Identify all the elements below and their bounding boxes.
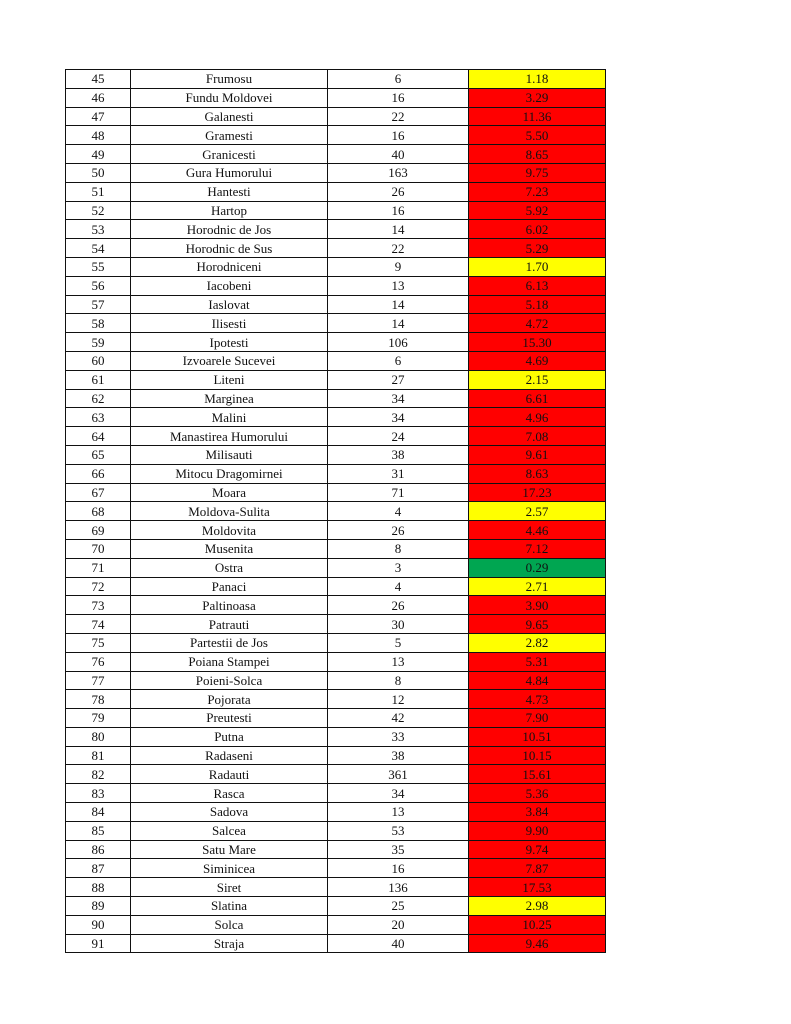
- row-number-cell: 74: [66, 615, 131, 634]
- incidence-rate-cell: 7.08: [469, 427, 606, 446]
- locality-name-cell: Moara: [131, 483, 328, 502]
- row-number-cell: 68: [66, 502, 131, 521]
- locality-name-cell: Ipotesti: [131, 333, 328, 352]
- locality-name-cell: Malini: [131, 408, 328, 427]
- row-number-cell: 84: [66, 803, 131, 822]
- row-number-cell: 86: [66, 840, 131, 859]
- incidence-rate-cell: 2.57: [469, 502, 606, 521]
- table-row: [66, 502, 606, 521]
- incidence-rate-cell: 7.23: [469, 182, 606, 201]
- table-row: [66, 370, 606, 389]
- incidence-rate-cell: 2.15: [469, 370, 606, 389]
- table-row: [66, 633, 606, 652]
- cases-count-cell: 24: [328, 427, 469, 446]
- table-row: [66, 539, 606, 558]
- locality-name-cell: Iacobeni: [131, 276, 328, 295]
- row-number-cell: 83: [66, 784, 131, 803]
- row-number-cell: 58: [66, 314, 131, 333]
- cases-count-cell: 4: [328, 502, 469, 521]
- incidence-rate-cell: 4.46: [469, 521, 606, 540]
- locality-name-cell: Liteni: [131, 370, 328, 389]
- incidence-rate-cell: 6.61: [469, 389, 606, 408]
- cases-count-cell: 42: [328, 709, 469, 728]
- locality-name-cell: Rasca: [131, 784, 328, 803]
- cases-count-cell: 33: [328, 727, 469, 746]
- incidence-rate-cell: 9.61: [469, 445, 606, 464]
- row-number-cell: 55: [66, 257, 131, 276]
- table-row: [66, 408, 606, 427]
- cases-count-cell: 5: [328, 633, 469, 652]
- locality-name-cell: Hartop: [131, 201, 328, 220]
- cases-count-cell: 34: [328, 408, 469, 427]
- locality-name-cell: Milisauti: [131, 445, 328, 464]
- locality-name-cell: Marginea: [131, 389, 328, 408]
- table-row: [66, 239, 606, 258]
- incidence-rate-cell: 6.02: [469, 220, 606, 239]
- locality-name-cell: Solca: [131, 915, 328, 934]
- row-number-cell: 61: [66, 370, 131, 389]
- cases-count-cell: 31: [328, 464, 469, 483]
- cases-count-cell: 9: [328, 257, 469, 276]
- table-row: [66, 464, 606, 483]
- table-row: [66, 70, 606, 89]
- cases-count-cell: 6: [328, 70, 469, 89]
- incidence-rate-cell: 3.29: [469, 88, 606, 107]
- incidence-rate-cell: 2.82: [469, 633, 606, 652]
- table-row: [66, 521, 606, 540]
- incidence-rate-cell: 4.72: [469, 314, 606, 333]
- table-row: [66, 934, 606, 953]
- incidence-rate-cell: 4.69: [469, 351, 606, 370]
- row-number-cell: 91: [66, 934, 131, 953]
- locality-name-cell: Horodniceni: [131, 257, 328, 276]
- incidence-rate-cell: 4.73: [469, 690, 606, 709]
- cases-count-cell: 38: [328, 746, 469, 765]
- locality-name-cell: Satu Mare: [131, 840, 328, 859]
- cases-count-cell: 8: [328, 539, 469, 558]
- locality-name-cell: Manastirea Humorului: [131, 427, 328, 446]
- row-number-cell: 47: [66, 107, 131, 126]
- row-number-cell: 59: [66, 333, 131, 352]
- incidence-rate-cell: 11.36: [469, 107, 606, 126]
- cases-count-cell: 22: [328, 239, 469, 258]
- table-row: [66, 803, 606, 822]
- cases-count-cell: 30: [328, 615, 469, 634]
- row-number-cell: 88: [66, 878, 131, 897]
- cases-count-cell: 3: [328, 558, 469, 577]
- row-number-cell: 63: [66, 408, 131, 427]
- table-row: [66, 351, 606, 370]
- table-row: [66, 182, 606, 201]
- incidence-rate-cell: 9.75: [469, 163, 606, 182]
- locality-name-cell: Gramesti: [131, 126, 328, 145]
- incidence-rate-cell: 17.23: [469, 483, 606, 502]
- row-number-cell: 50: [66, 163, 131, 182]
- cases-count-cell: 38: [328, 445, 469, 464]
- locality-name-cell: Moldova-Sulita: [131, 502, 328, 521]
- cases-count-cell: 16: [328, 126, 469, 145]
- incidence-rate-cell: 8.63: [469, 464, 606, 483]
- row-number-cell: 53: [66, 220, 131, 239]
- table-row: [66, 201, 606, 220]
- locality-name-cell: Straja: [131, 934, 328, 953]
- incidence-rate-cell: 10.25: [469, 915, 606, 934]
- table-row: [66, 577, 606, 596]
- table-body: [66, 70, 606, 953]
- cases-count-cell: 361: [328, 765, 469, 784]
- table-row: [66, 220, 606, 239]
- incidence-rate-cell: 10.51: [469, 727, 606, 746]
- table-row: [66, 295, 606, 314]
- cases-count-cell: 16: [328, 201, 469, 220]
- locality-name-cell: Panaci: [131, 577, 328, 596]
- cases-count-cell: 16: [328, 859, 469, 878]
- incidence-rate-cell: 5.36: [469, 784, 606, 803]
- locality-name-cell: Hantesti: [131, 182, 328, 201]
- row-number-cell: 52: [66, 201, 131, 220]
- incidence-rate-cell: 5.31: [469, 652, 606, 671]
- locality-name-cell: Horodnic de Jos: [131, 220, 328, 239]
- cases-count-cell: 40: [328, 934, 469, 953]
- cases-count-cell: 26: [328, 182, 469, 201]
- row-number-cell: 81: [66, 746, 131, 765]
- cases-count-cell: 13: [328, 276, 469, 295]
- row-number-cell: 64: [66, 427, 131, 446]
- table-row: [66, 427, 606, 446]
- cases-count-cell: 34: [328, 784, 469, 803]
- row-number-cell: 56: [66, 276, 131, 295]
- row-number-cell: 73: [66, 596, 131, 615]
- incidence-rate-cell: 8.65: [469, 145, 606, 164]
- row-number-cell: 76: [66, 652, 131, 671]
- incidence-rate-cell: 4.96: [469, 408, 606, 427]
- cases-count-cell: 34: [328, 389, 469, 408]
- row-number-cell: 70: [66, 539, 131, 558]
- cases-count-cell: 4: [328, 577, 469, 596]
- cases-count-cell: 14: [328, 220, 469, 239]
- table-row: [66, 784, 606, 803]
- table-row: [66, 746, 606, 765]
- table-row: [66, 163, 606, 182]
- table-row: [66, 765, 606, 784]
- row-number-cell: 85: [66, 821, 131, 840]
- table-row: [66, 690, 606, 709]
- incidence-rate-cell: 15.61: [469, 765, 606, 784]
- row-number-cell: 89: [66, 897, 131, 916]
- cases-count-cell: 40: [328, 145, 469, 164]
- table-row: [66, 88, 606, 107]
- locality-name-cell: Radaseni: [131, 746, 328, 765]
- cases-count-cell: 136: [328, 878, 469, 897]
- incidence-rate-cell: 9.74: [469, 840, 606, 859]
- incidence-rate-cell: 5.50: [469, 126, 606, 145]
- locality-name-cell: Horodnic de Sus: [131, 239, 328, 258]
- cases-count-cell: 13: [328, 803, 469, 822]
- locality-name-cell: Salcea: [131, 821, 328, 840]
- table-row: [66, 558, 606, 577]
- locality-name-cell: Moldovita: [131, 521, 328, 540]
- table-row: [66, 915, 606, 934]
- row-number-cell: 75: [66, 633, 131, 652]
- row-number-cell: 45: [66, 70, 131, 89]
- locality-name-cell: Sadova: [131, 803, 328, 822]
- row-number-cell: 79: [66, 709, 131, 728]
- locality-name-cell: Poiana Stampei: [131, 652, 328, 671]
- incidence-rate-cell: 9.65: [469, 615, 606, 634]
- cases-count-cell: 26: [328, 596, 469, 615]
- table-row: [66, 596, 606, 615]
- table-row: [66, 671, 606, 690]
- incidence-rate-cell: 9.46: [469, 934, 606, 953]
- incidence-rate-cell: 5.29: [469, 239, 606, 258]
- table-row: [66, 840, 606, 859]
- incidence-rate-cell: 2.71: [469, 577, 606, 596]
- table-row: [66, 652, 606, 671]
- row-number-cell: 71: [66, 558, 131, 577]
- cases-count-cell: 13: [328, 652, 469, 671]
- row-number-cell: 82: [66, 765, 131, 784]
- cases-count-cell: 14: [328, 314, 469, 333]
- locality-name-cell: Siminicea: [131, 859, 328, 878]
- table-row: [66, 878, 606, 897]
- locality-name-cell: Radauti: [131, 765, 328, 784]
- incidence-rate-cell: 2.98: [469, 897, 606, 916]
- locality-name-cell: Iaslovat: [131, 295, 328, 314]
- table-row: [66, 389, 606, 408]
- cases-count-cell: 26: [328, 521, 469, 540]
- cases-count-cell: 14: [328, 295, 469, 314]
- incidence-rate-cell: 5.92: [469, 201, 606, 220]
- incidence-rate-cell: 9.90: [469, 821, 606, 840]
- locality-name-cell: Poieni-Solca: [131, 671, 328, 690]
- row-number-cell: 65: [66, 445, 131, 464]
- cases-count-cell: 53: [328, 821, 469, 840]
- table-row: [66, 821, 606, 840]
- locality-name-cell: Pojorata: [131, 690, 328, 709]
- incidence-rate-cell: 0.29: [469, 558, 606, 577]
- cases-count-cell: 8: [328, 671, 469, 690]
- locality-name-cell: Ostra: [131, 558, 328, 577]
- incidence-rate-cell: 1.18: [469, 70, 606, 89]
- cases-count-cell: 106: [328, 333, 469, 352]
- incidence-rate-cell: 15.30: [469, 333, 606, 352]
- row-number-cell: 48: [66, 126, 131, 145]
- row-number-cell: 51: [66, 182, 131, 201]
- incidence-rate-cell: 4.84: [469, 671, 606, 690]
- row-number-cell: 69: [66, 521, 131, 540]
- incidence-rate-cell: 7.90: [469, 709, 606, 728]
- row-number-cell: 66: [66, 464, 131, 483]
- locality-name-cell: Musenita: [131, 539, 328, 558]
- table-row: [66, 333, 606, 352]
- table-row: [66, 445, 606, 464]
- incidence-rate-cell: 17.53: [469, 878, 606, 897]
- row-number-cell: 60: [66, 351, 131, 370]
- table-row: [66, 145, 606, 164]
- cases-count-cell: 6: [328, 351, 469, 370]
- row-number-cell: 78: [66, 690, 131, 709]
- cases-count-cell: 163: [328, 163, 469, 182]
- row-number-cell: 46: [66, 88, 131, 107]
- incidence-rate-cell: 7.87: [469, 859, 606, 878]
- table-row: [66, 276, 606, 295]
- locality-name-cell: Siret: [131, 878, 328, 897]
- table-row: [66, 897, 606, 916]
- table-row: [66, 257, 606, 276]
- table-row: [66, 314, 606, 333]
- incidence-rate-cell: 1.70: [469, 257, 606, 276]
- incidence-table: [65, 69, 606, 953]
- locality-name-cell: Putna: [131, 727, 328, 746]
- table-row: [66, 615, 606, 634]
- table-row: [66, 107, 606, 126]
- cases-count-cell: 12: [328, 690, 469, 709]
- cases-count-cell: 22: [328, 107, 469, 126]
- row-number-cell: 72: [66, 577, 131, 596]
- row-number-cell: 54: [66, 239, 131, 258]
- cases-count-cell: 16: [328, 88, 469, 107]
- cases-count-cell: 35: [328, 840, 469, 859]
- row-number-cell: 77: [66, 671, 131, 690]
- locality-name-cell: Ilisesti: [131, 314, 328, 333]
- locality-name-cell: Patrauti: [131, 615, 328, 634]
- cases-count-cell: 27: [328, 370, 469, 389]
- table-row: [66, 727, 606, 746]
- row-number-cell: 49: [66, 145, 131, 164]
- table-row: [66, 483, 606, 502]
- row-number-cell: 67: [66, 483, 131, 502]
- table-row: [66, 709, 606, 728]
- incidence-rate-cell: 5.18: [469, 295, 606, 314]
- locality-name-cell: Mitocu Dragomirnei: [131, 464, 328, 483]
- locality-name-cell: Fundu Moldovei: [131, 88, 328, 107]
- locality-name-cell: Galanesti: [131, 107, 328, 126]
- locality-name-cell: Partestii de Jos: [131, 633, 328, 652]
- row-number-cell: 80: [66, 727, 131, 746]
- row-number-cell: 90: [66, 915, 131, 934]
- table-row: [66, 126, 606, 145]
- cases-count-cell: 20: [328, 915, 469, 934]
- locality-name-cell: Izvoarele Sucevei: [131, 351, 328, 370]
- locality-name-cell: Preutesti: [131, 709, 328, 728]
- cases-count-cell: 25: [328, 897, 469, 916]
- locality-name-cell: Frumosu: [131, 70, 328, 89]
- incidence-rate-cell: 3.84: [469, 803, 606, 822]
- incidence-rate-cell: 6.13: [469, 276, 606, 295]
- incidence-rate-cell: 7.12: [469, 539, 606, 558]
- row-number-cell: 87: [66, 859, 131, 878]
- table-row: [66, 859, 606, 878]
- incidence-rate-cell: 10.15: [469, 746, 606, 765]
- locality-name-cell: Gura Humorului: [131, 163, 328, 182]
- locality-name-cell: Slatina: [131, 897, 328, 916]
- locality-name-cell: Paltinoasa: [131, 596, 328, 615]
- row-number-cell: 62: [66, 389, 131, 408]
- locality-name-cell: Granicesti: [131, 145, 328, 164]
- cases-count-cell: 71: [328, 483, 469, 502]
- incidence-rate-cell: 3.90: [469, 596, 606, 615]
- row-number-cell: 57: [66, 295, 131, 314]
